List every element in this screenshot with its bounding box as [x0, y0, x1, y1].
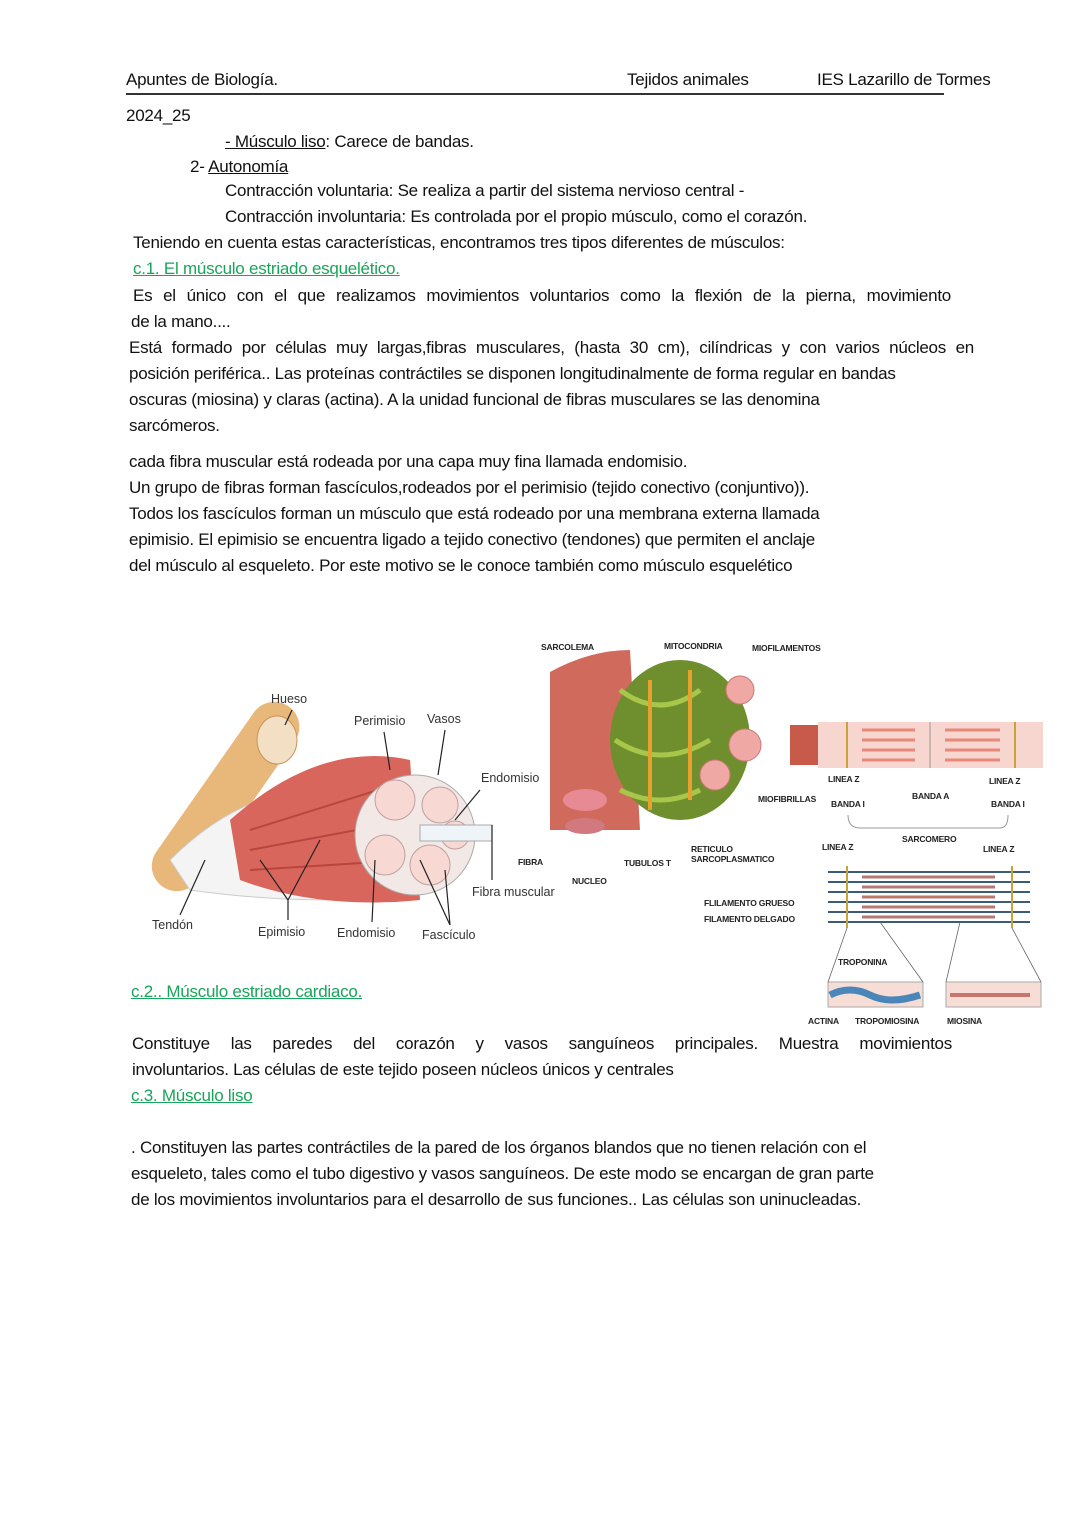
- liso-label: - Músculo liso: [225, 132, 326, 151]
- label-vasos: Vasos: [427, 712, 461, 726]
- label-sarcolema: SARCOLEMA: [541, 642, 594, 652]
- label-miofibrillas: MIOFIBRILLAS: [758, 794, 817, 804]
- label-fibra-muscular: Fibra muscular: [472, 885, 555, 899]
- label-reticulo: RETICULO: [691, 844, 733, 854]
- c1-p3-line: epimisio. El epimisio se encuentra ligado a tejido conectivo (tendones) que permiten el anclaje: [129, 530, 815, 549]
- label-actina: ACTINA: [808, 1016, 839, 1026]
- c1-p3-line: Todos los fascículos forman un músculo que está rodeado por una membrana externa llamada: [129, 504, 820, 523]
- tipos-text: Teniendo en cuenta estas características, encontramos tres tipos diferentes de músculos:: [133, 233, 785, 252]
- header-year: 2024_25: [126, 106, 191, 125]
- label-perimisio: Perimisio: [354, 714, 406, 728]
- label-banda-i: BANDA I: [831, 799, 865, 809]
- c1-p2-line: sarcómeros.: [129, 416, 220, 435]
- label-linea-z: LINEA Z: [828, 774, 860, 784]
- c2-line: involuntarios. Las células de este tejido poseen núcleos únicos y centrales: [132, 1060, 674, 1079]
- label-fibra: FIBRA: [518, 857, 543, 867]
- header-right: IES Lazarillo de Tormes: [817, 70, 991, 89]
- c2-heading: c.2.. Músculo estriado cardiaco.: [131, 982, 363, 1001]
- c1-p2-line: oscuras (miosina) y claras (actina). A la unidad funcional de fibras musculares se las denomina: [129, 390, 820, 409]
- c1-p1-line: de la mano....: [131, 312, 231, 331]
- label-troponina: TROPONINA: [838, 957, 888, 967]
- involuntaria-text: Contracción involuntaria: Es controlada por el propio músculo, como el corazón.: [225, 207, 808, 226]
- label-endomisio-top: Endomisio: [481, 771, 540, 785]
- c3-heading: c.3. Músculo liso: [131, 1086, 253, 1105]
- autonomia-num: 2-: [190, 157, 209, 176]
- label-endomisio: Endomisio: [337, 926, 396, 940]
- label-mitocondria: MITOCONDRIA: [664, 641, 723, 651]
- label-miofilamentos: MIOFILAMENTOS: [752, 643, 821, 653]
- liso-text: : Carece de bandas.: [325, 132, 474, 151]
- c2-line: Constituye las paredes del corazón y vasos sanguíneos principales. Muestra movimientos: [132, 1034, 952, 1053]
- c1-p1-line: Es el único con el que realizamos movimientos voluntarios como la flexión de la pierna, movimiento: [133, 286, 951, 305]
- c1-heading: c.1. El músculo estriado esquelético.: [133, 259, 400, 278]
- label-banda-i: BANDA I: [991, 799, 1025, 809]
- label-fasciculo: Fascículo: [422, 928, 476, 942]
- c3-line: de los movimientos involuntarios para el desarrollo de sus funciones.. Las células son uninucleadas.: [131, 1190, 862, 1209]
- c1-p2-line: Está formado por células muy largas,fibras musculares, (hasta 30 cm), cilíndricas y con varios núcleos en: [129, 338, 974, 357]
- label-epimisio: Epimisio: [258, 925, 306, 939]
- label-linea-z: LINEA Z: [822, 842, 854, 852]
- label-filamento-delgado: FILAMENTO DELGADO: [704, 914, 795, 924]
- c3-line: . Constituyen las partes contráctiles de la pared de los órganos blandos que no tienen relación con el: [131, 1138, 867, 1157]
- label-nucleo: NUCLEO: [572, 876, 607, 886]
- header-left: Apuntes de Biología.: [126, 70, 278, 89]
- voluntaria-text: Contracción voluntaria: Se realiza a partir del sistema nervioso central -: [225, 181, 745, 200]
- label-sarcomero: SARCOMERO: [902, 834, 957, 844]
- label-miosina: MIOSINA: [947, 1016, 982, 1026]
- label-banda-a: BANDA A: [912, 791, 950, 801]
- c1-p2-line: posición periférica.. Las proteínas contráctiles se disponen longitudinalmente de forma regular en bandas: [129, 364, 896, 383]
- c1-p3-line: cada fibra muscular está rodeada por una capa muy fina llamada endomisio.: [129, 452, 688, 471]
- label-linea-z: LINEA Z: [989, 776, 1021, 786]
- c3-line: esqueleto, tales como el tubo digestivo y vasos sanguíneos. De este modo se encargan de gran parte: [131, 1164, 874, 1183]
- label-linea-z: LINEA Z: [983, 844, 1015, 854]
- c1-p3-line: Un grupo de fibras forman fascículos,rodeados por el perimisio (tejido conectivo (conjuntivo)).: [129, 478, 810, 497]
- label-hueso: Hueso: [271, 692, 308, 706]
- label-filamento-grueso: FLILAMENTO GRUESO: [704, 898, 795, 908]
- autonomia-label: Autonomía: [208, 157, 289, 176]
- label-tubulos-t: TUBULOS T: [624, 858, 671, 868]
- label-sarcoplasmatico: SARCOPLASMATICO: [691, 854, 775, 864]
- header-center: Tejidos animales: [627, 70, 749, 89]
- c1-p3-line: del músculo al esqueleto. Por este motivo se le conoce también como músculo esquelético: [129, 556, 793, 575]
- label-tropomiosina: TROPOMIOSINA: [855, 1016, 920, 1026]
- label-tendon: Tendón: [152, 918, 194, 932]
